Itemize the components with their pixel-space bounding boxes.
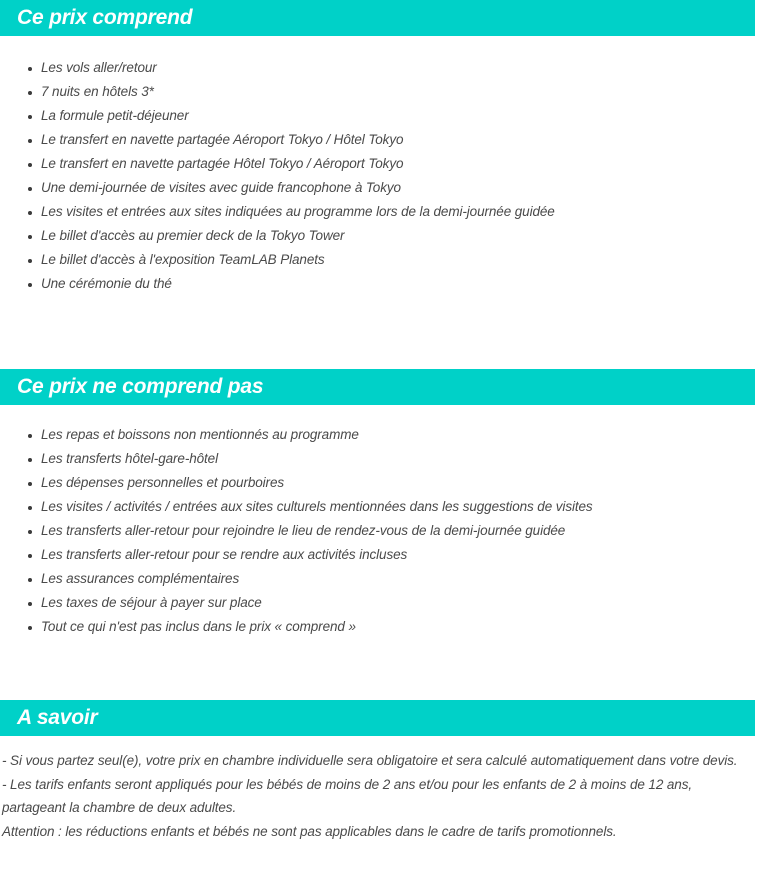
section-included bbox=[0, 0, 758, 296]
list-item: Tout ce qui n'est pas inclus dans le prix « comprend » bbox=[0, 615, 758, 639]
spacer bbox=[0, 36, 758, 56]
not-included-list bbox=[0, 423, 758, 639]
included-list bbox=[0, 56, 758, 296]
list-item: Le billet d'accès au premier deck de la Tokyo Tower bbox=[0, 224, 758, 248]
list-item: Le transfert en navette partagée Hôtel Tokyo / Aéroport Tokyo bbox=[0, 152, 758, 176]
list-item: Les visites et entrées aux sites indiquées au programme lors de la demi-journée guidée bbox=[0, 200, 758, 224]
section-header-included: Ce prix comprend bbox=[0, 0, 755, 36]
list-item: Les transferts hôtel-gare-hôtel bbox=[0, 447, 758, 471]
note-paragraph: - Si vous partez seul(e), votre prix en chambre individuelle sera obligatoire et sera calculé automatiquement dans votre devis. bbox=[2, 753, 738, 768]
list-item: Le billet d'accès à l'exposition TeamLAB Planets bbox=[0, 248, 758, 272]
note-paragraph: - Les tarifs enfants seront appliqués pour les bébés de moins de 2 ans et/ou pour les enfants de 2 à moins de 12 ans, partageant la chambre de deux adultes. bbox=[2, 776, 692, 815]
list-item: Les repas et boissons non mentionnés au programme bbox=[0, 423, 758, 447]
section-good-to-know bbox=[0, 700, 758, 843]
list-item: Les assurances complémentaires bbox=[0, 567, 758, 591]
section-header-not-included: Ce prix ne comprend pas bbox=[0, 369, 755, 405]
note-paragraph: Attention : les réductions enfants et bébés ne sont pas applicables dans le cadre de tarifs promotionnels. bbox=[2, 823, 617, 839]
list-item: Le transfert en navette partagée Aéroport Tokyo / Hôtel Tokyo bbox=[0, 128, 758, 152]
list-item: La formule petit-déjeuner bbox=[0, 104, 758, 128]
section-spacer bbox=[0, 639, 758, 700]
section-spacer bbox=[0, 296, 758, 369]
list-item: Les vols aller/retour bbox=[0, 56, 758, 80]
section-body-not-included bbox=[0, 423, 758, 639]
section-body-included bbox=[0, 56, 758, 296]
list-item: Une cérémonie du thé bbox=[0, 272, 758, 296]
list-item: Les transferts aller-retour pour rejoindre le lieu de rendez-vous de la demi-journée guidée bbox=[0, 519, 758, 543]
section-not-included bbox=[0, 369, 758, 639]
list-item: 7 nuits en hôtels 3* bbox=[0, 80, 758, 104]
section-header-good-to-know: A savoir bbox=[0, 700, 755, 736]
list-item: Les taxes de séjour à payer sur place bbox=[0, 591, 758, 615]
list-item: Les transferts aller-retour pour se rendre aux activités incluses bbox=[0, 543, 758, 567]
spacer bbox=[0, 405, 758, 423]
section-body-good-to-know bbox=[0, 736, 758, 843]
list-item: Les dépenses personnelles et pourboires bbox=[0, 471, 758, 495]
list-item: Les visites / activités / entrées aux sites culturels mentionnées dans les suggestions de visites bbox=[0, 495, 758, 519]
list-item: Une demi-journée de visites avec guide francophone à Tokyo bbox=[0, 176, 758, 200]
